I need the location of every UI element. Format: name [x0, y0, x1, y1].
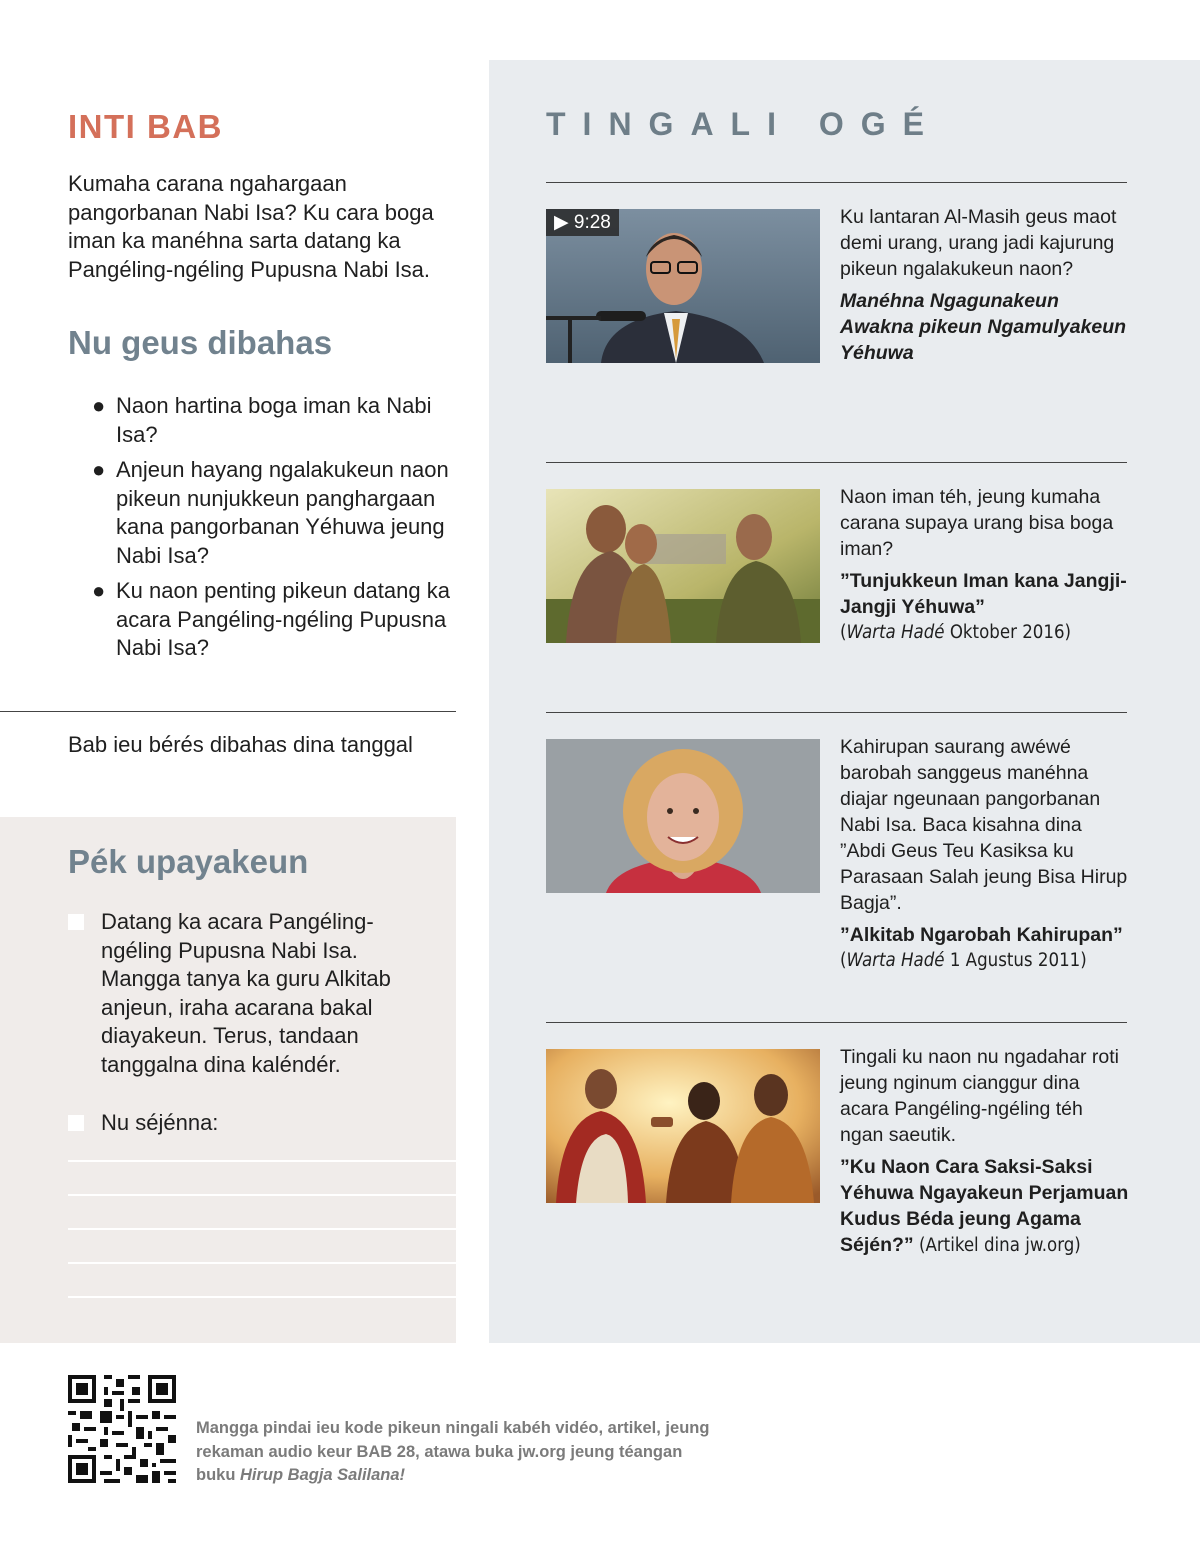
review-item: ● Naon hartina boga iman ka Nabi Isa?	[92, 393, 432, 447]
item-title-link[interactable]: ”Ku Naon Cara Saksi-Saksi Yéhuwa Ngayakeun Perjamuan Kudus Béda jeung Agama Séjén?” (Artikel dina jw.org)	[840, 1156, 1129, 1256]
try-this-panel	[0, 817, 456, 1343]
divider	[546, 462, 1127, 463]
item-source: (Artikel dina jw.org)	[913, 1235, 1081, 1256]
divider	[546, 1022, 1127, 1023]
review-list	[92, 392, 452, 670]
task-text: Nu séjénna:	[101, 1110, 219, 1135]
review-heading: Nu geus dibahas	[68, 324, 333, 361]
see-also-item	[840, 204, 1130, 366]
woman-photo	[546, 739, 820, 893]
review-item: ● Ku naon penting pikeun datang ka acara Pangéling-ngéling Pupusna Nabi Isa?	[92, 578, 450, 660]
bullet-icon: ●	[92, 578, 106, 603]
review-item: ● Anjeun hayang ngalakukeun naon pikeun nunjukkeun panghargaan kana pangorbanan Yéhuwa jeung Nabi Isa?	[92, 457, 449, 568]
item-source: (Warta Hadé 1 Agustus 2011)	[840, 950, 1087, 971]
item-source: (Warta Hadé Oktober 2016)	[840, 622, 1072, 643]
painting-image	[546, 1049, 820, 1203]
item-description: Ku lantaran Al-Masih geus maot demi urang, urang jadi kajurung pikeun ngalakukeun naon?	[840, 206, 1117, 280]
writing-line	[68, 1194, 456, 1196]
item-description: Tingali ku naon nu ngadahar roti jeung nginum cianggur dina acara Pangéling-ngéling téh ngan saeutik.	[840, 1046, 1119, 1146]
see-also-item	[840, 734, 1130, 974]
item-description: Naon iman téh, jeung kumaha carana supaya urang bisa boga iman?	[840, 486, 1114, 560]
item-title-link[interactable]: ”Tunjukkeun Iman kana Jangji-Jangji Yéhuwa”	[840, 570, 1127, 618]
divider	[0, 711, 456, 712]
checkbox[interactable]	[68, 1115, 84, 1131]
summary-text: Kumaha carana ngahargaan pangorbanan Nabi Isa? Ku cara boga iman ka manéhna sarta datang ka Pangéling-ngéling Pupusna Nabi Isa.	[68, 171, 434, 282]
item-title-link[interactable]: ”Alkitab Ngarobah Kahirupan”	[840, 924, 1123, 946]
task-item	[68, 908, 428, 1079]
article-thumbnail[interactable]	[546, 489, 820, 643]
painting-image	[546, 489, 820, 643]
writing-line	[68, 1296, 456, 1298]
footer-note: Mangga pindai ieu kode pikeun ningali kabéh vidéo, artikel, jeung rekaman audio keur BAB 28, atawa buka jw.org jeung téangan buku Hirup Bagja Salilana!	[196, 1419, 710, 1484]
completion-date-line: Bab ieu bérés dibahas dina tanggal	[68, 732, 413, 757]
see-also-item	[840, 484, 1130, 646]
item-description: Kahirupan saurang awéwé barobah sanggeus manéhna diajar ngeunaan pangorbanan Nabi Isa. Baca kisahna dina ”Abdi Geus Teu Kasiksa ku Parasaan Salah jeung Bisa Hirup Bagja”.	[840, 736, 1128, 914]
qr-code-image	[68, 1375, 176, 1483]
bullet-icon: ●	[92, 457, 106, 482]
video-duration-badge: ▶ 9:28	[546, 209, 619, 236]
item-title-link[interactable]: Manéhna Ngagunakeun Awakna pikeun Ngamulyakeun Yéhuwa	[840, 290, 1127, 364]
checkbox[interactable]	[68, 914, 84, 930]
video-thumbnail[interactable]	[546, 209, 820, 363]
bullet-icon: ●	[92, 393, 106, 418]
see-also-heading: TINGALI OGÉ	[546, 106, 941, 142]
task-text: Datang ka acara Pangéling-ngéling Pupusna Nabi Isa. Mangga tanya ka guru Alkitab anjeun, iraha acarana bakal diayakeun. Terus, tandaan tanggalna dina kaléndér.	[101, 909, 391, 1077]
article-thumbnail[interactable]	[546, 1049, 820, 1203]
qr-code-icon[interactable]	[68, 1375, 176, 1483]
see-also-item	[840, 1044, 1130, 1259]
task-item	[68, 1109, 428, 1138]
writing-line	[68, 1160, 456, 1162]
divider	[546, 182, 1127, 183]
article-thumbnail[interactable]	[546, 739, 820, 893]
summary-heading: INTI BAB	[68, 108, 223, 145]
divider	[546, 712, 1127, 713]
try-heading: Pék upayakeun	[68, 843, 309, 880]
writing-line	[68, 1228, 456, 1230]
writing-line	[68, 1262, 456, 1264]
